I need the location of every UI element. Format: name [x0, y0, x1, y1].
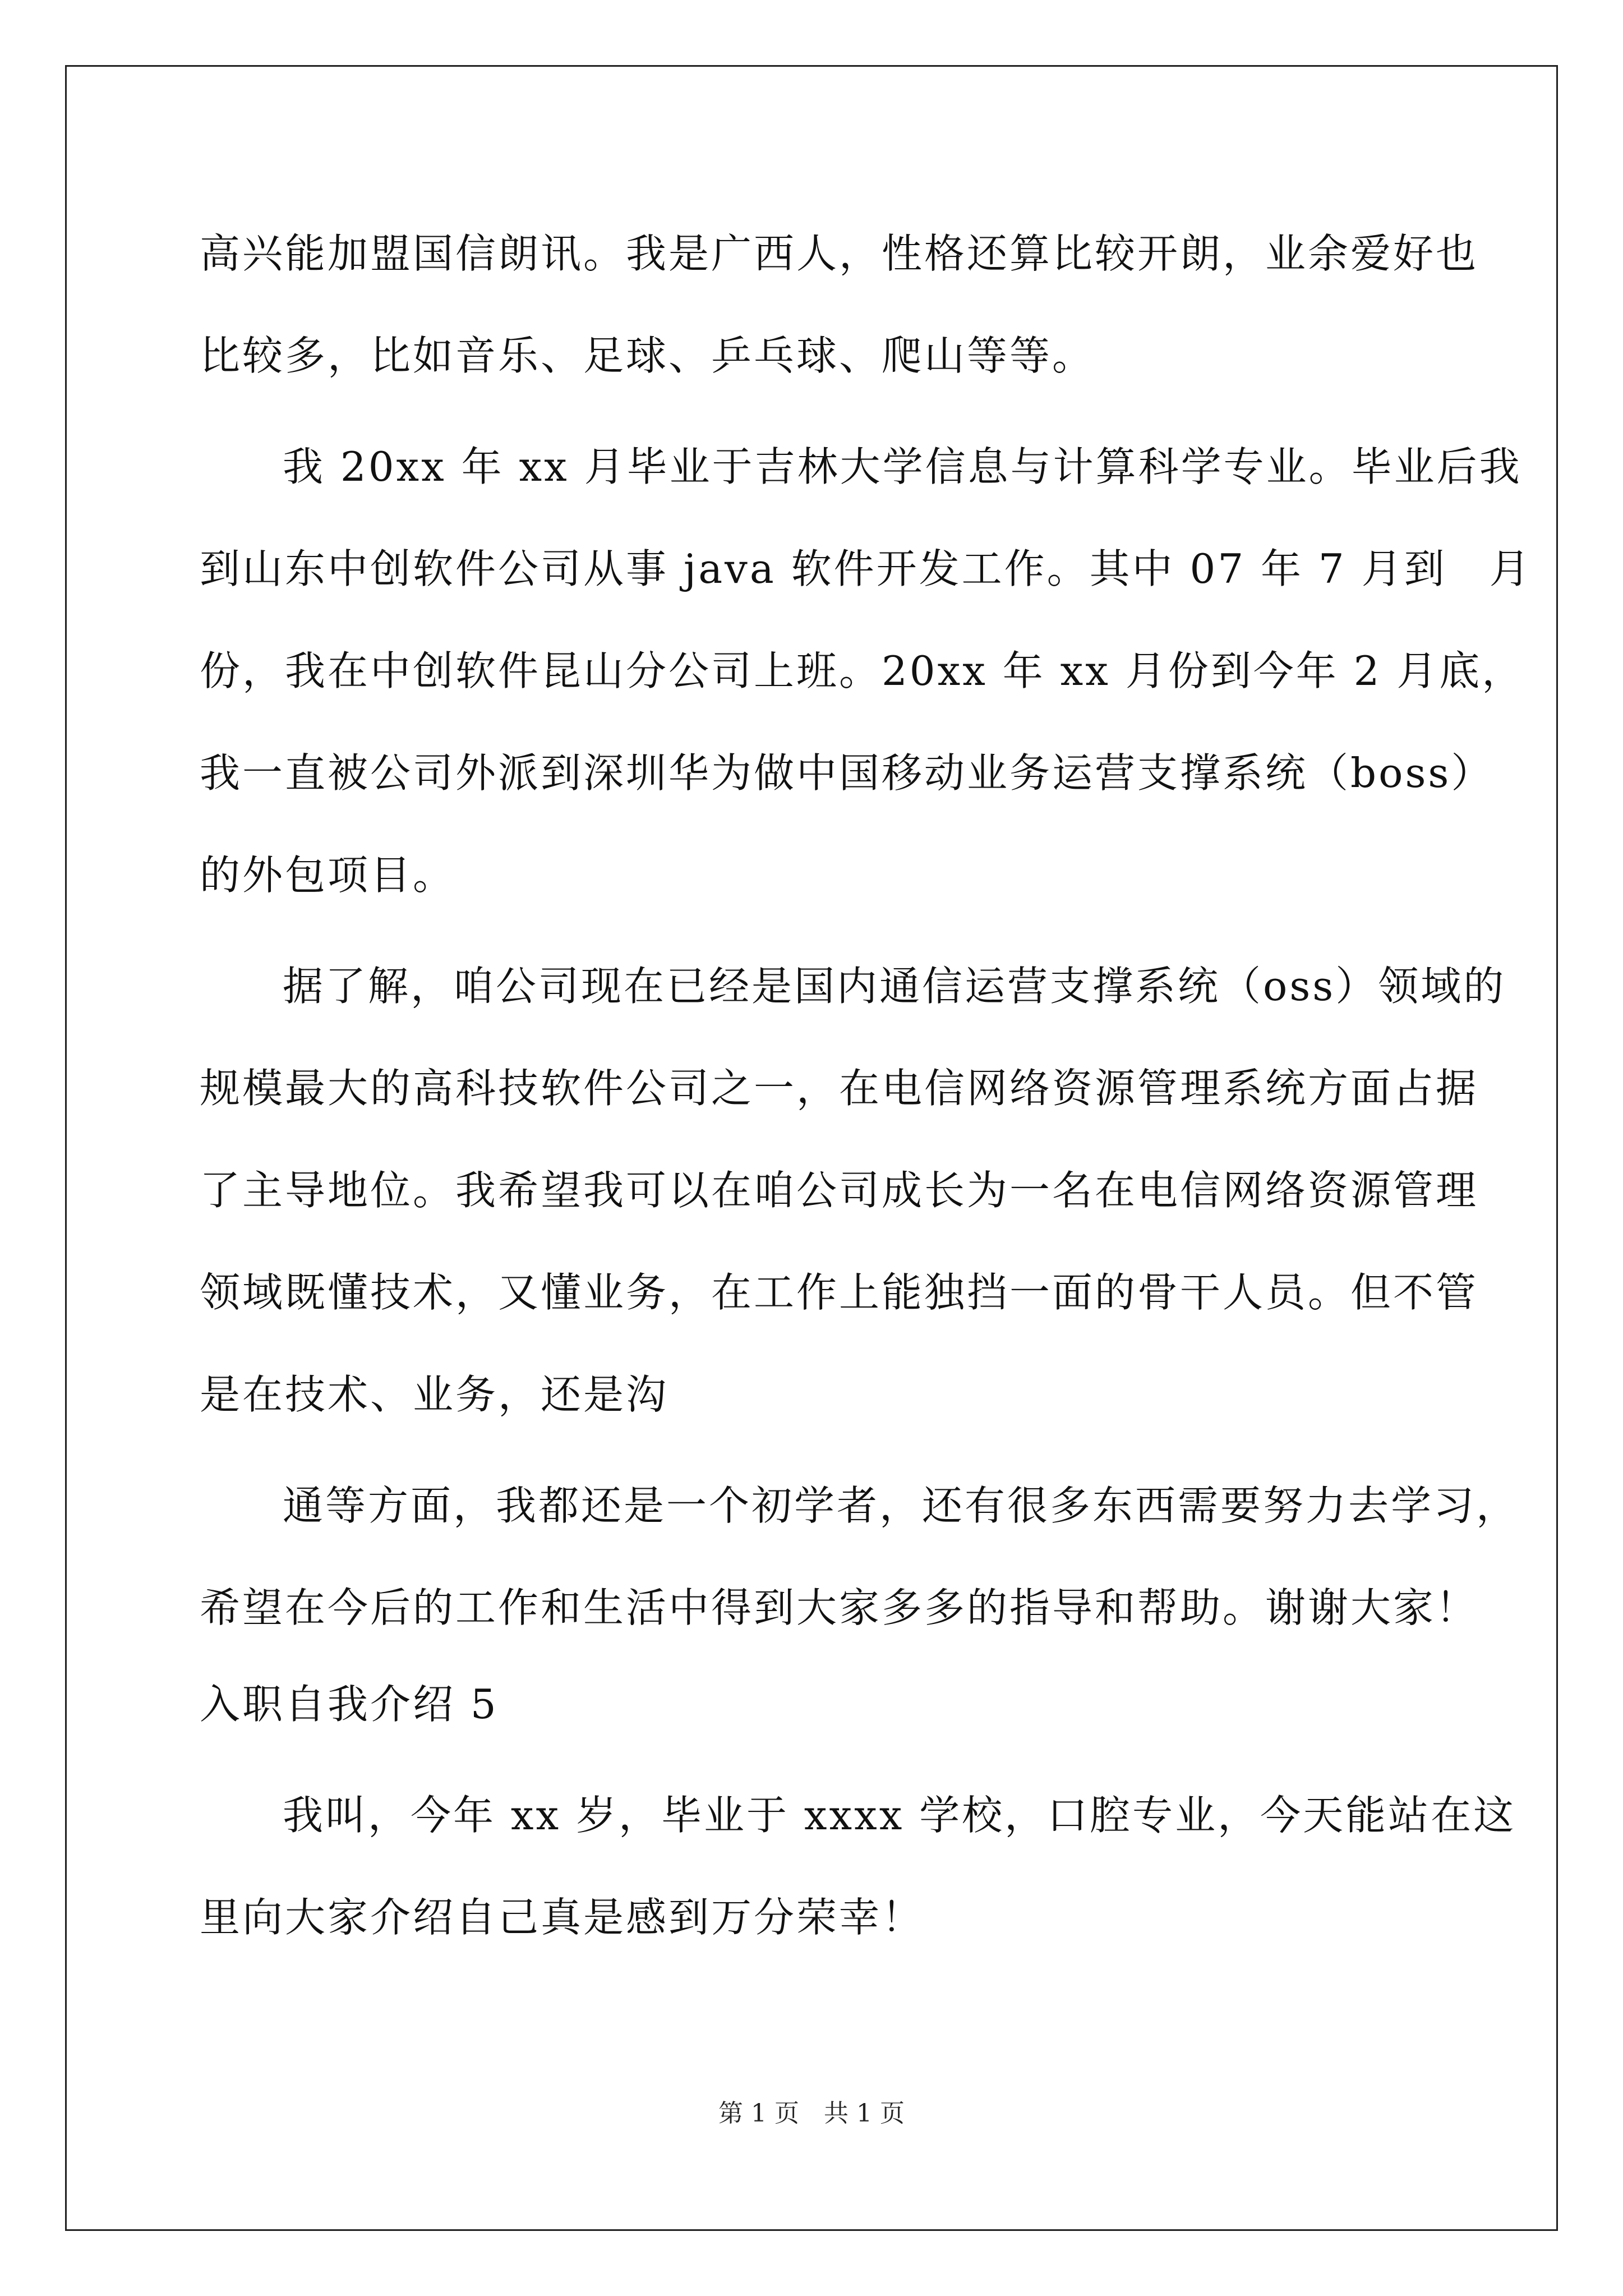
paragraph-start-line: 通等方面，我都还是一个初学者，还有很多东西需要努力去学习，	[283, 1482, 1519, 1529]
section-heading: 入职自我介绍 5	[200, 1681, 499, 1728]
paragraph-start-line: 我叫，今年 xx 岁，毕业于 xxxx 学校，口腔专业，今天能站在这	[283, 1792, 1516, 1839]
text-line: 规模最大的高科技软件公司之一，在电信网络资源管理系统方面占据	[200, 1065, 1479, 1112]
text-line: 了主导地位。我希望我可以在咱公司成长为一名在电信网络资源管理	[200, 1167, 1479, 1214]
paragraph-start-line: 我 20xx 年 xx 月毕业于吉林大学信息与计算科学专业。毕业后我	[283, 443, 1522, 490]
text-line: 到山东中创软件公司从事 java 软件开发工作。其中 07 年 7 月到 月	[200, 545, 1532, 592]
text-line: 比较多，比如音乐、足球、乒乓球、爬山等等。	[200, 332, 1095, 379]
text-line: 里向大家介绍自己真是感到万分荣幸！	[200, 1894, 925, 1941]
text-line: 希望在今后的工作和生活中得到大家多多的指导和帮助。谢谢大家！	[200, 1584, 1479, 1631]
text-line: 的外包项目。	[200, 852, 456, 899]
text-line: 是在技术、业务，还是沟	[200, 1371, 669, 1418]
text-line: 高兴能加盟国信朗讯。我是广西人，性格还算比较开朗，业余爱好也	[200, 230, 1479, 277]
paragraph-start-line: 据了解，咱公司现在已经是国内通信运营支撑系统（oss）领域的	[283, 963, 1506, 1010]
page-footer: 第 1 页 共 1 页	[718, 2099, 905, 2128]
text-line: 领域既懂技术，又懂业务，在工作上能独挡一面的骨干人员。但不管	[200, 1269, 1479, 1316]
text-line: 我一直被公司外派到深圳华为做中国移动业务运营支撑系统（boss）	[200, 749, 1494, 797]
text-line: 份，我在中创软件昆山分公司上班。20xx 年 xx 月份到今年 2 月底，	[200, 647, 1525, 694]
